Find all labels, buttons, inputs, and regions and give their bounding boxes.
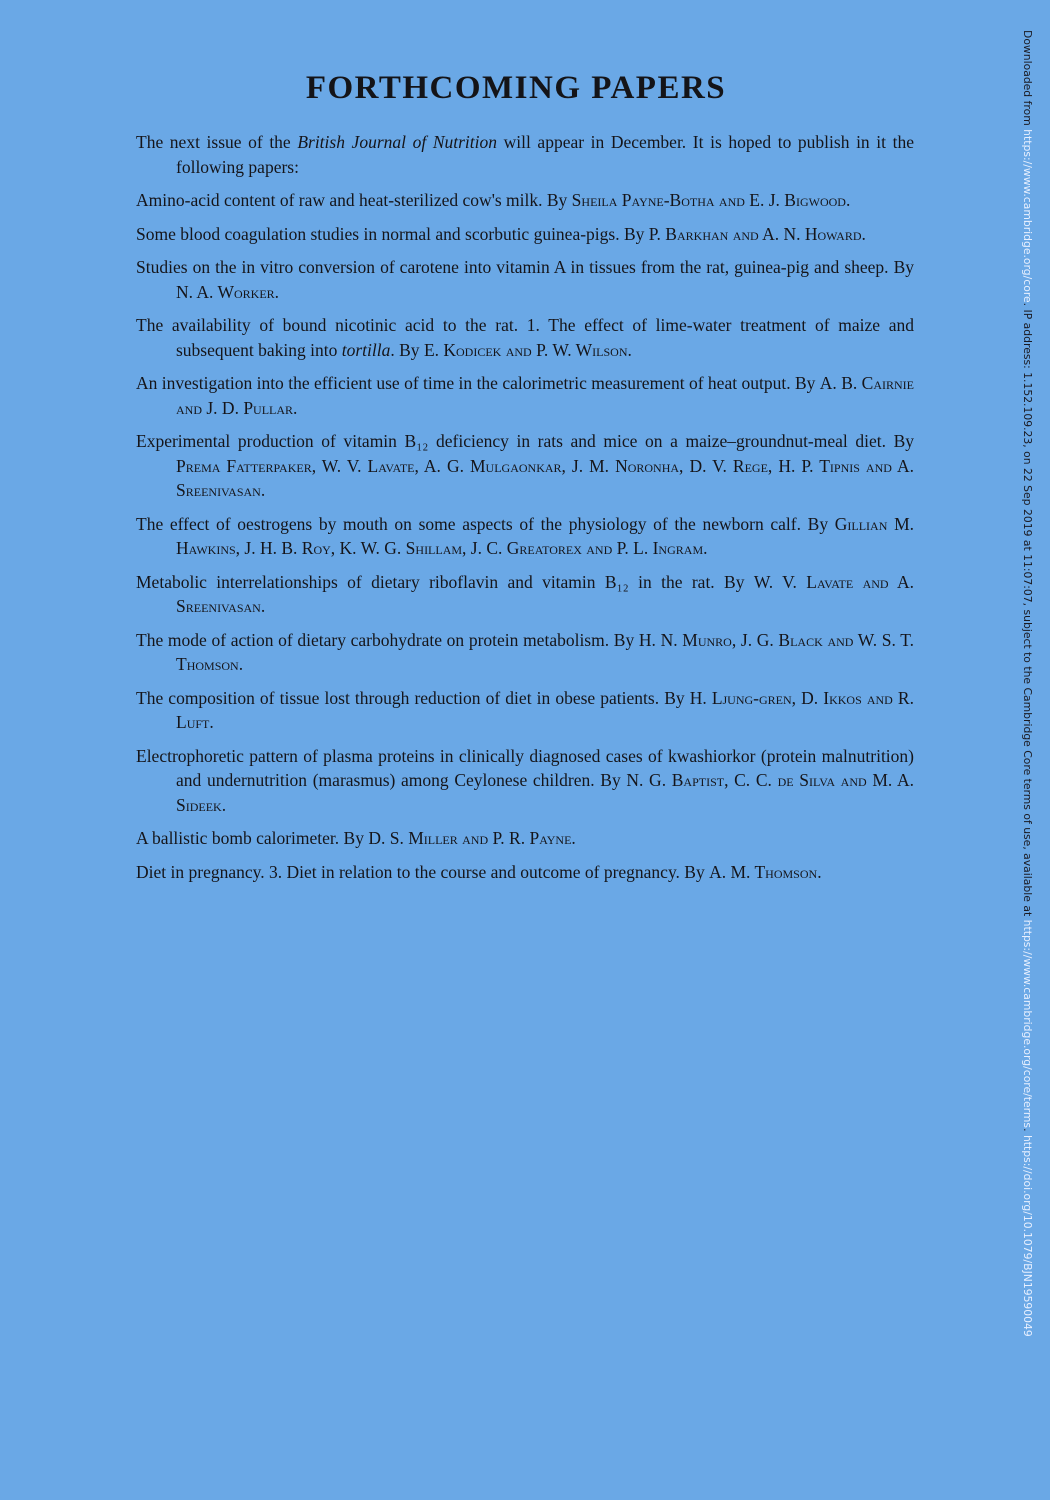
intro-before: The next issue of the — [136, 132, 298, 152]
paper-title: A ballistic bomb calorimeter. By — [136, 828, 369, 848]
journal-name: British Journal of Nutrition — [297, 132, 497, 152]
paper-entry — [136, 860, 914, 885]
paper-authors: H. N. Munro, J. G. Black and W. S. T. Thomson. — [176, 629, 914, 674]
page-title: FORTHCOMING PAPERS — [305, 70, 727, 106]
paper-entry — [136, 686, 914, 735]
paper-entry — [136, 313, 914, 362]
intro-paragraph — [136, 130, 914, 179]
notice-middle: . IP address: 1.152.109.23, on 22 Sep 2019 at 11:07:07, subject to the Cambridge Core terms of use, available at — [1021, 302, 1034, 920]
doi-link[interactable]: https://doi.org/10.1079/BJN19590049 — [1021, 1134, 1034, 1337]
paper-title: The effect of oestrogens by mouth on some aspects of the physiology of the newborn calf. By — [136, 513, 835, 534]
paper-title: The mode of action of dietary carbohydrate on protein metabolism. By — [136, 629, 639, 650]
intro-after: will appear in December. It is hoped to publish in it the following papers: — [176, 132, 914, 177]
paper-authors: H. Ljung-gren, D. Ikkos and R. Luft. — [176, 687, 914, 732]
paper-entry — [136, 628, 914, 677]
paper-title: Amino-acid content of raw and heat-sterilized cow's milk. By — [136, 190, 572, 210]
paper-title: Diet in pregnancy. 3. Diet in relation to the course and outcome of pregnancy. By — [136, 861, 710, 882]
paper-title-italic: tortilla — [341, 339, 391, 360]
paper-title: The composition of tissue lost through reduction of diet in obese patients. By — [136, 687, 690, 708]
paper-entry — [136, 744, 914, 818]
paper-title: Electrophoretic pattern of plasma proteins in clinically diagnosed cases of kwashiorkor (protein malnutrition) and undernutrition (marasmus) among Ceylonese children. By — [136, 745, 914, 790]
paper-authors: W. V. Lavate and A. Sreenivasan. — [176, 571, 914, 616]
paper-authors: P. Barkhan and A. N. Howard. — [648, 223, 866, 244]
paper-authors: E. Kodicek and P. W. Wilson. — [423, 339, 632, 360]
paper-authors: D. S. Miller and P. R. Payne. — [368, 828, 576, 848]
papers-list — [136, 130, 914, 893]
paper-title: Experimental production of vitamin B₁₂ deficiency in rats and mice on a maize–groundnut-meal diet. By — [136, 431, 914, 451]
notice-separator: . — [1021, 1128, 1034, 1135]
download-notice — [1014, 30, 1036, 1460]
paper-title: Some blood coagulation studies in normal and scorbutic guinea-pigs. By — [136, 223, 649, 244]
cambridge-core-link[interactable]: https://www.cambridge.org/core — [1021, 129, 1034, 303]
paper-authors: Gillian M. Hawkins, J. H. B. Roy, K. W. G. Shillam, J. C. Greatorex and P. L. Ingram. — [176, 513, 914, 558]
paper-title: Studies on the in vitro conversion of carotene into vitamin A in tissues from the rat, guinea-pig and sheep. By — [136, 257, 914, 277]
paper-entry — [136, 826, 914, 851]
terms-link[interactable]: https://www.cambridge.org/core/terms — [1021, 919, 1034, 1129]
download-notice-text — [1021, 30, 1034, 1337]
paper-entry — [136, 222, 914, 247]
paper-authors: A. B. Cairnie and J. D. Pullar. — [176, 373, 914, 418]
paper-authors: Prema Fatterpaker, W. V. Lavate, A. G. Mulgaonkar, J. M. Noronha, D. V. Rege, H. P. Tipnis and A. Sreenivasan. — [176, 455, 914, 500]
paper-title: The availability of bound nicotinic acid to the rat. 1. The effect of lime-water treatment of maize and subsequent baking into — [136, 315, 914, 360]
paper-title: An investigation into the efficient use of time in the calorimetric measurement of heat output. By — [136, 373, 820, 393]
paper-entry — [136, 429, 914, 503]
paper-title-suffix: . By — [390, 339, 424, 360]
paper-entry — [136, 512, 914, 561]
paper-authors: N. A. Worker. — [176, 281, 280, 302]
notice-prefix: Downloaded from — [1021, 30, 1034, 130]
paper-entry — [136, 255, 914, 304]
paper-entry — [136, 371, 914, 420]
paper-authors: A. M. Thomson. — [709, 861, 822, 882]
paper-entry — [136, 188, 914, 213]
paper-entry — [136, 570, 914, 619]
paper-title: Metabolic interrelationships of dietary riboflavin and vitamin B₁₂ in the rat. By — [136, 571, 754, 592]
paper-authors: Sheila Payne-Botha and E. J. Bigwood. — [571, 190, 851, 210]
paper-authors: N. G. Baptist, C. C. de Silva and M. A. Sideek. — [176, 770, 914, 815]
